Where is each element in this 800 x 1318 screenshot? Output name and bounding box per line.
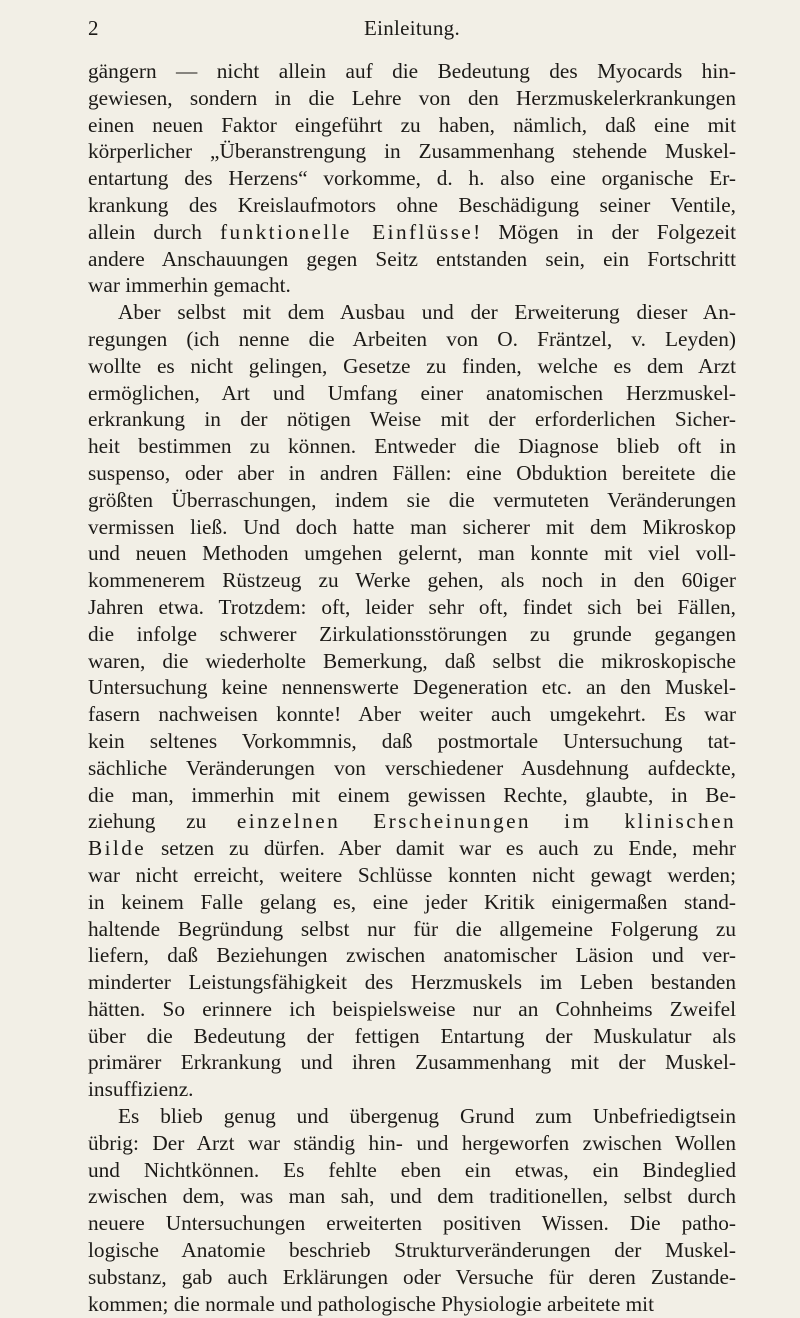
running-head: Einleitung. [363, 16, 461, 40]
text-line [88, 85, 736, 112]
text-segment: über die Bedeutung der fettigen Entartung der Muskulatur als [88, 1023, 736, 1048]
text-segment: insuffizienz. [88, 1077, 194, 1102]
text-segment: übrig: Der Arzt war ständig hin- und hergeworfen zwischen Wollen [88, 1130, 736, 1155]
text-line [88, 835, 736, 862]
text-segment: war nicht erreicht, weitere Schlüsse konnten nicht gewagt werden; [88, 862, 736, 887]
body-text [88, 58, 736, 1317]
text-segment: neuere Untersuchungen erweiterten positiven Wissen. Die patho- [88, 1211, 736, 1236]
text-segment: in keinem Falle gelang es, eine jeder Kritik einigermaßen stand- [88, 889, 736, 914]
text-segment: und neuen Methoden umgehen gelernt, man konnte mit viel voll- [88, 541, 736, 566]
text-segment: einzelnen Erscheinungen im klinischen [236, 809, 736, 834]
text-line [88, 996, 736, 1023]
text-line [88, 1210, 736, 1237]
text-segment: und Nichtkönnen. Es fehlte eben ein etwas, ein Bindeglied [88, 1157, 736, 1182]
text-segment: krankung des Kreislaufmotors ohne Beschädigung seiner Ventile, [88, 192, 736, 217]
text-line [88, 406, 736, 433]
text-line [88, 540, 736, 567]
text-segment: sächliche Veränderungen von verschiedener Ausdehnung aufdeckte, [88, 755, 736, 780]
text-line [88, 1183, 736, 1210]
text-line [88, 514, 736, 541]
text-line [88, 862, 736, 889]
text-line [88, 621, 736, 648]
text-segment: entartung des Herzens“ vorkomme, d. h. also eine organische Er- [88, 166, 736, 191]
text-segment: Es blieb genug und übergenug Grund zum Unbefriedigtsein [118, 1104, 736, 1129]
text-line [88, 380, 736, 407]
text-line [88, 219, 736, 246]
text-line [88, 755, 736, 782]
text-segment: Untersuchung keine nennenswerte Degeneration etc. an den Muskel- [88, 675, 736, 700]
text-segment: kommen; die normale und pathologische Physiologie arbeitete mit [88, 1291, 655, 1316]
text-segment: körperlicher „Überanstrengung in Zusammenhang stehende Muskel- [88, 139, 736, 164]
text-line [88, 1291, 736, 1318]
text-line [88, 1130, 736, 1157]
text-line [88, 246, 736, 273]
text-line [88, 1023, 736, 1050]
text-segment: suspenso, oder aber in andren Fällen: eine Obduktion bereitete die [88, 460, 736, 485]
text-line [88, 1237, 736, 1264]
text-segment: wollte es nicht gelingen, Gesetze zu finden, welche es dem Arzt [88, 353, 736, 378]
text-segment: ! Mögen in der Folgezeit [473, 219, 737, 244]
text-segment: allein durch [88, 219, 221, 244]
text-segment: Bilde [88, 836, 147, 861]
text-line [88, 353, 736, 380]
text-segment: die infolge schwerer Zirkulationsstörungen zu grunde gegangen [88, 621, 736, 646]
text-segment: gewiesen, sondern in die Lehre von den Herzmuskelerkrankungen [88, 85, 736, 110]
text-line [88, 808, 736, 835]
text-segment: die man, immerhin mit einem gewissen Rechte, glaubte, in Be- [88, 782, 736, 807]
text-line [88, 58, 736, 85]
text-line [88, 272, 736, 299]
text-segment: erkrankung in der nötigen Weise mit der erforderlichen Sicher- [88, 407, 736, 432]
text-line [88, 1157, 736, 1184]
text-line [88, 192, 736, 219]
text-segment: regungen (ich nenne die Arbeiten von O. Fräntzel, v. Leyden) [88, 326, 736, 351]
text-line [88, 942, 736, 969]
text-segment: zwischen dem, was man sah, und dem traditionellen, selbst durch [88, 1184, 736, 1209]
text-line [88, 299, 736, 326]
text-segment: kommenerem Rüstzeug zu Werke gehen, als noch in den 60iger [88, 568, 736, 593]
text-segment: war immerhin gemacht. [88, 273, 291, 298]
text-line [88, 1076, 736, 1103]
text-line [88, 701, 736, 728]
text-line [88, 594, 736, 621]
text-line [88, 674, 736, 701]
text-line [88, 1264, 736, 1291]
text-segment: kein seltenes Vorkommnis, daß postmortale Untersuchung tat- [88, 728, 736, 753]
text-line [88, 326, 736, 353]
text-segment: primärer Erkrankung und ihren Zusammenhang mit der Muskel- [88, 1050, 736, 1075]
text-line [88, 112, 736, 139]
text-line [88, 916, 736, 943]
text-line [88, 889, 736, 916]
text-segment: funktionelle Einflüsse [220, 219, 474, 244]
text-line [88, 460, 736, 487]
text-segment: setzen zu dürfen. Aber damit war es auch zu Ende, mehr [146, 836, 736, 861]
text-line [88, 138, 736, 165]
text-segment: haltende Begründung selbst nur für die allgemeine Folgerung zu [88, 916, 736, 941]
text-line [88, 782, 736, 809]
text-segment: logische Anatomie beschrieb Strukturveränderungen der Muskel- [88, 1238, 736, 1263]
text-line [88, 1049, 736, 1076]
text-segment: Jahren etwa. Trotzdem: oft, leider sehr oft, findet sich bei Fällen, [88, 594, 736, 619]
text-line [88, 567, 736, 594]
text-line [88, 728, 736, 755]
text-segment: ziehung zu [88, 809, 237, 834]
text-line [88, 1103, 736, 1130]
text-segment: waren, die wiederholte Bemerkung, daß selbst die mikroskopische [88, 648, 736, 673]
text-segment: liefern, daß Beziehungen zwischen anatomischer Läsion und ver- [88, 943, 736, 968]
text-line [88, 165, 736, 192]
text-segment: vermissen ließ. Und doch hatte man sicherer mit dem Mikroskop [88, 514, 736, 539]
text-line [88, 969, 736, 996]
text-line [88, 433, 736, 460]
text-segment: ermöglichen, Art und Umfang einer anatomischen Herzmuskel- [88, 380, 736, 405]
text-segment: heit bestimmen zu können. Entweder die Diagnose blieb oft in [88, 434, 736, 459]
text-segment: fasern nachweisen konnte! Aber weiter auch umgekehrt. Es war [88, 702, 736, 727]
text-line [88, 648, 736, 675]
text-segment: Aber selbst mit dem Ausbau und der Erweiterung dieser An- [118, 300, 736, 325]
page-number: 2 [88, 16, 99, 40]
page-header [88, 14, 736, 48]
text-segment: substanz, gab auch Erklärungen oder Versuche für deren Zustande- [88, 1264, 736, 1289]
text-segment: größten Überraschungen, indem sie die vermuteten Veränderungen [88, 487, 736, 512]
text-segment: gängern — nicht allein auf die Bedeutung des Myocards hin- [88, 59, 736, 83]
text-segment: einen neuen Faktor eingeführt zu haben, nämlich, daß eine mit [88, 112, 736, 137]
text-segment: hätten. So erinnere ich beispielsweise nur an Cohnheims Zweifel [88, 996, 736, 1021]
text-segment: minderter Leistungsfähigkeit des Herzmuskels im Leben bestanden [88, 970, 736, 995]
text-segment: andere Anschauungen gegen Seitz entstanden sein, ein Fortschritt [88, 246, 736, 271]
text-line [88, 487, 736, 514]
